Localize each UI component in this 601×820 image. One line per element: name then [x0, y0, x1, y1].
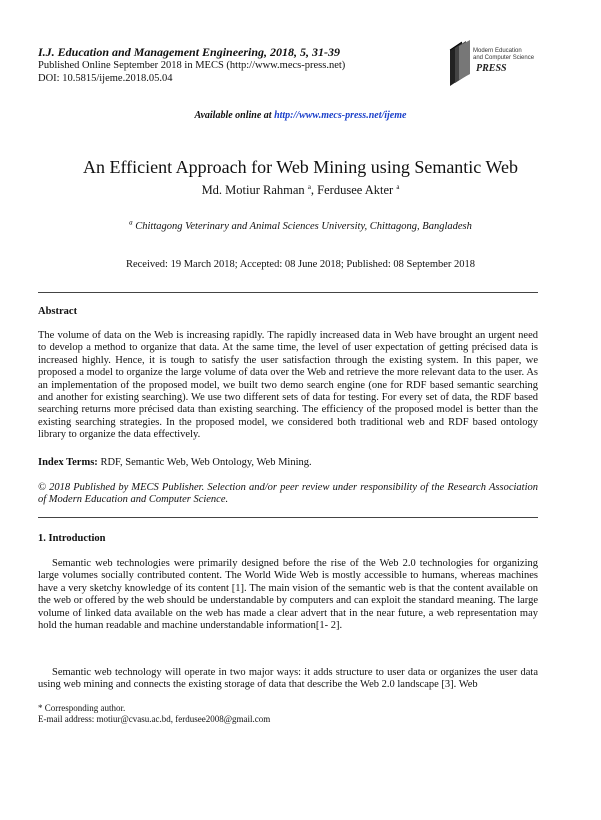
corresponding-author-note: * Corresponding author.	[38, 703, 126, 713]
logo-press: PRESS	[476, 63, 507, 74]
intro-paragraph-2: Semantic web technology will operate in two major ways: it adds structure to user data or organizes the user data using web mining and connects the existing storage of data that describe the Web 2.0 landscape [3]. Web	[38, 667, 538, 691]
publisher-logo	[446, 40, 546, 88]
affiliation-text: Chittagong Veterinary and Animal Sciences University, Chittagong, Bangladesh	[132, 221, 472, 232]
received-dates: Received: 19 March 2018; Accepted: 08 June 2018; Published: 08 September 2018	[125, 259, 476, 270]
author-1-affil-mark: a	[307, 182, 311, 191]
index-terms	[38, 457, 538, 469]
available-online	[0, 110, 601, 121]
affiliation-mark: a	[129, 218, 133, 227]
authors	[0, 183, 601, 198]
published-online-line: Published Online September 2018 in MECS (http://www.mecs-press.net)	[38, 60, 346, 71]
affiliation	[0, 218, 601, 232]
index-terms-text: RDF, Semantic Web, Web Ontology, Web Mining.	[97, 457, 312, 468]
paper-title: An Efficient Approach for Web Mining using Semantic Web	[82, 157, 519, 177]
abstract-text: The volume of data on the Web is increasing rapidly. The rapidly increased data in Web have brought an urgent need to develop a method to organize that data. At the same time, the level of user expectation of getting précised data is increased highly. Hence, it is tough to satisfy the user satisfaction through the existing system. In this paper, we proposed a model to organize the large volume of data over the Web and retrieve the more relevant data to the user. As an implementation of the proposed model, we built two demo search engine (one for RDF based semantic searching and another for existing searching). We use two different sets of data for testing. For every set of data, the RDF based searching returns more précised data than existing searching. The efficiency of the proposed model is better than the existing searching strategies. In the proposed model, we considered both traditional web and RDF based ontology library to organize the data effectively.	[38, 330, 538, 441]
journal-citation: I.J. Education and Management Engineering, 2018, 5, 31-39	[38, 45, 341, 59]
intro-paragraph-1: Semantic web technologies were primarily designed before the rise of the Web 2.0 technologies for organizing large volumes socially contributed content. The World Wide Web is mostly accessible to humans, whereas machines have a very sketchy knowledge of its content [1]. The main vision of the semantic web is that the content available on the web or offered by the web should be understandable by computers and can exploit the standard meaning. The large volume of linked data available on the web has made a clear advert that in the near future, a web representation may hold the human readable and machine understandable information[1- 2].	[38, 558, 538, 632]
available-prefix: Available online at	[194, 110, 275, 121]
journal-url-link[interactable]: http://www.mecs-press.net/ijeme	[274, 110, 407, 121]
divider-bottom	[38, 517, 538, 518]
author-2-affil-mark: a	[396, 182, 400, 191]
divider-top	[38, 292, 538, 293]
doi-line: DOI: 10.5815/ijeme.2018.05.04	[38, 73, 173, 84]
email-addresses: E-mail address: motiur@cvasu.ac.bd, ferdusee2008@gmail.com	[38, 714, 271, 724]
abstract-heading: Abstract	[38, 306, 78, 317]
copyright-notice: © 2018 Published by MECS Publisher. Selection and/or peer review under responsibility of the Research Association of Modern Education and Computer Science.	[38, 482, 538, 506]
section-heading-introduction: 1. Introduction	[38, 533, 106, 544]
footnote	[38, 703, 270, 725]
logo-line-2: and Computer Science	[473, 55, 535, 61]
author-1: Md. Motiur Rahman	[201, 183, 305, 197]
logo-line-1: Modern Education	[473, 48, 522, 54]
author-2: , Ferdusee Akter	[310, 183, 394, 197]
index-terms-label: Index Terms:	[38, 457, 98, 468]
